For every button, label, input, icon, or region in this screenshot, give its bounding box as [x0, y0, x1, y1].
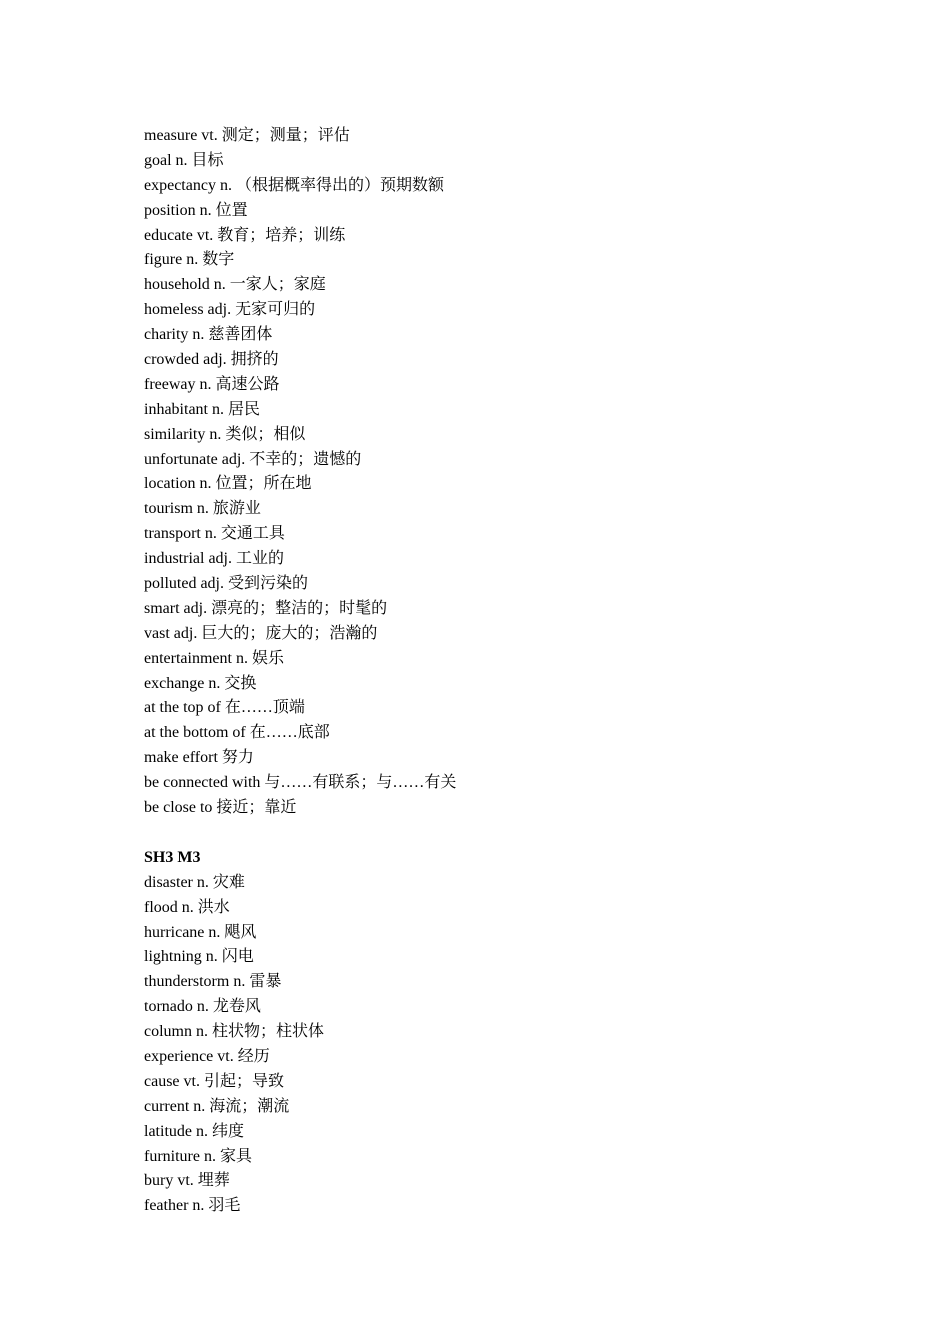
- vocabulary-list: [144, 124, 844, 1219]
- vocab-entry: unfortunate adj. 不幸的；遗憾的: [144, 450, 362, 468]
- vocab-entry: homeless adj. 无家可归的: [144, 301, 316, 319]
- vocab-entry: inhabitant n. 居民: [144, 400, 260, 418]
- vocab-entry: position n. 位置: [144, 201, 248, 219]
- vocab-entry: column n. 柱状物；柱状体: [144, 1023, 324, 1041]
- vocab-entry: freeway n. 高速公路: [144, 375, 280, 393]
- vocab-entry: industrial adj. 工业的: [144, 550, 284, 568]
- vocab-entry: figure n. 数字: [144, 251, 235, 269]
- vocab-entry: goal n. 目标: [144, 151, 224, 169]
- vocab-entry: at the bottom of 在……底部: [144, 724, 330, 742]
- vocab-entry: experience vt. 经历: [144, 1047, 270, 1065]
- vocab-entry: cause vt. 引起；导致: [144, 1072, 284, 1090]
- vocab-entry: measure vt. 测定；测量；评估: [144, 127, 350, 144]
- blank-line: [144, 821, 844, 846]
- vocab-entry: tornado n. 龙卷风: [144, 998, 261, 1016]
- vocab-entry: tourism n. 旅游业: [144, 500, 261, 518]
- vocab-entry: make effort 努力: [144, 749, 254, 767]
- vocab-entry: vast adj. 巨大的；庞大的；浩瀚的: [144, 624, 378, 642]
- vocab-entry: exchange n. 交换: [144, 674, 257, 692]
- vocab-entry: current n. 海流；潮流: [144, 1097, 290, 1115]
- vocab-entry: at the top of 在……顶端: [144, 699, 305, 717]
- vocab-entry: feather n. 羽毛: [144, 1197, 241, 1215]
- section-heading: SH3 M3: [144, 848, 201, 866]
- vocab-entry: bury vt. 埋葬: [144, 1172, 230, 1190]
- vocab-entry: disaster n. 灾难: [144, 873, 245, 891]
- vocab-entry: charity n. 慈善团体: [144, 326, 273, 344]
- vocab-entry: similarity n. 类似；相似: [144, 425, 306, 443]
- vocab-entry: furniture n. 家具: [144, 1147, 252, 1165]
- vocab-entry: polluted adj. 受到污染的: [144, 575, 308, 593]
- vocab-entry: flood n. 洪水: [144, 898, 230, 916]
- vocab-entry: expectancy n. （根据概率得出的）预期数额: [144, 176, 444, 194]
- vocab-entry: entertainment n. 娱乐: [144, 649, 284, 667]
- vocab-entry: thunderstorm n. 雷暴: [144, 973, 282, 991]
- vocab-entry: educate vt. 教育；培养；训练: [144, 226, 346, 244]
- vocab-entry: be connected with 与……有联系；与……有关: [144, 774, 457, 792]
- vocab-entry: be close to 接近；靠近: [144, 799, 297, 817]
- vocab-entry: crowded adj. 拥挤的: [144, 351, 279, 369]
- vocab-entry: latitude n. 纬度: [144, 1122, 244, 1140]
- vocab-entry: household n. 一家人；家庭: [144, 276, 326, 294]
- vocab-entry: lightning n. 闪电: [144, 948, 254, 966]
- vocab-entry: transport n. 交通工具: [144, 525, 285, 543]
- vocab-entry: hurricane n. 飓风: [144, 923, 257, 941]
- vocab-entry: smart adj. 漂亮的；整洁的；时髦的: [144, 599, 388, 617]
- vocab-entry: location n. 位置；所在地: [144, 475, 312, 493]
